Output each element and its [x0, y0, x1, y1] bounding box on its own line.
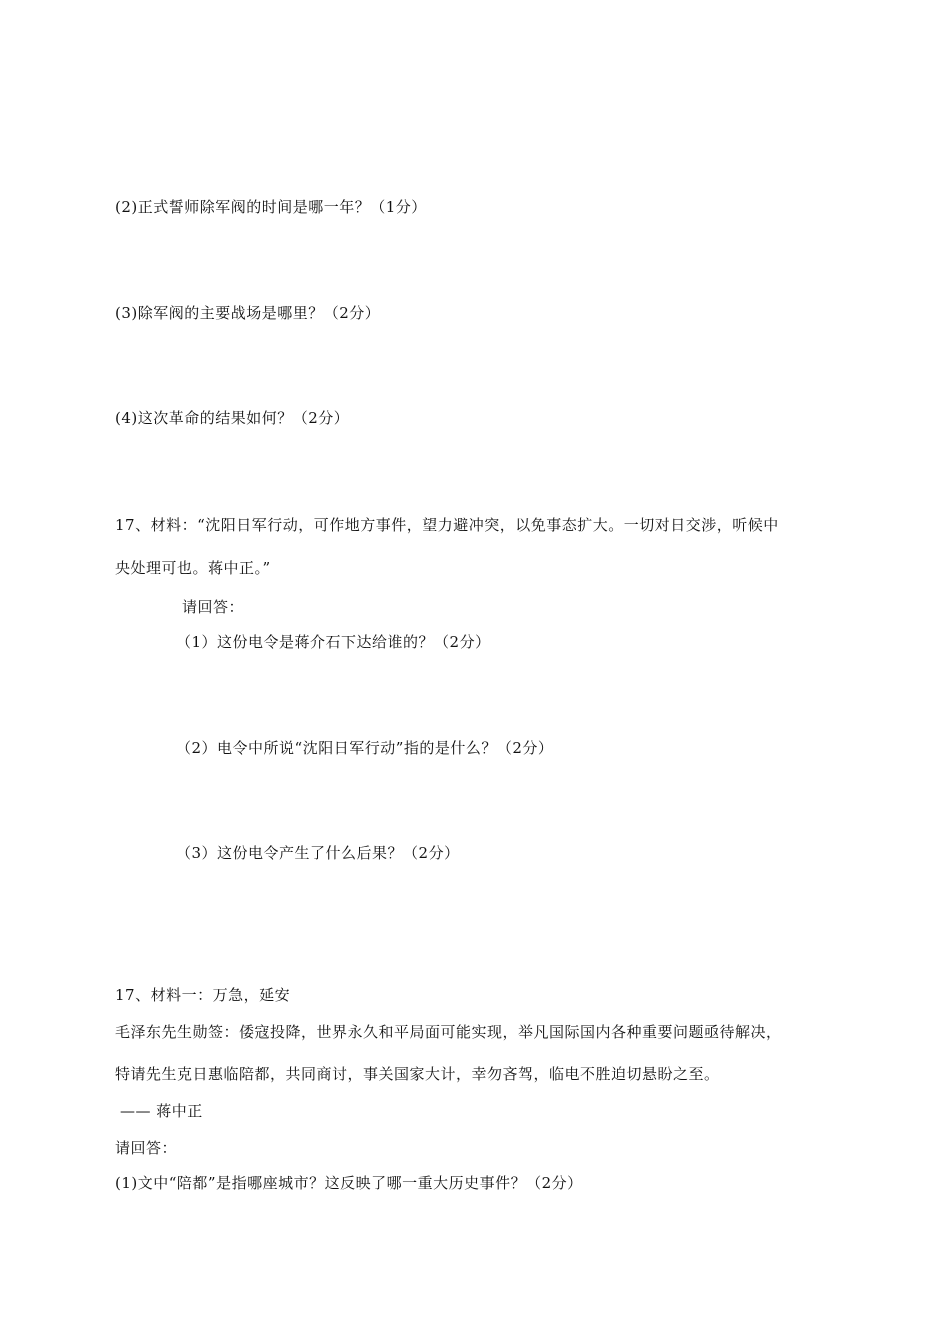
q17b-heading: 17、材料一：万急，延安	[115, 986, 291, 1004]
q17b-prompt: 请回答：	[115, 1139, 178, 1157]
q17b-signature: —— 蒋中正	[120, 1102, 203, 1120]
q17b-material-line1: 毛泽东先生勋签：倭寇投降，世界永久和平局面可能实现，举凡国际国内各种重要问题亟待解决，	[115, 1023, 782, 1041]
question-2-text: (2)正式誓师除军阀的时间是哪一年？（1分）	[115, 198, 427, 216]
question-3-text: (3)除军阀的主要战场是哪里？（2分）	[115, 304, 381, 322]
q17a-material-line2: 央处理可也。蒋中正。”	[115, 559, 271, 577]
q17a-question-3: （3）这份电令产生了什么后果？（2分）	[176, 844, 460, 862]
question-4-text: (4)这次革命的结果如何？（2分）	[115, 409, 350, 427]
q17a-question-2: （2）电令中所说“沈阳日军行动”指的是什么？（2分）	[176, 739, 554, 757]
q17a-prompt: 请回答：	[182, 598, 245, 616]
q17b-material-line2: 特请先生克日惠临陪都，共同商讨，事关国家大计，幸勿吝驾，临电不胜迫切悬盼之至。	[115, 1065, 720, 1083]
q17a-material-line1: 17、材料：“沈阳日军行动，可作地方事件，望力避冲突，以免事态扩大。一切对日交涉，听候中	[115, 516, 779, 534]
q17b-question-1: (1)文中“陪都”是指哪座城市？这反映了哪一重大历史事件？（2分）	[115, 1174, 583, 1192]
q17a-question-1: （1）这份电令是蒋介石下达给谁的？（2分）	[176, 633, 491, 651]
